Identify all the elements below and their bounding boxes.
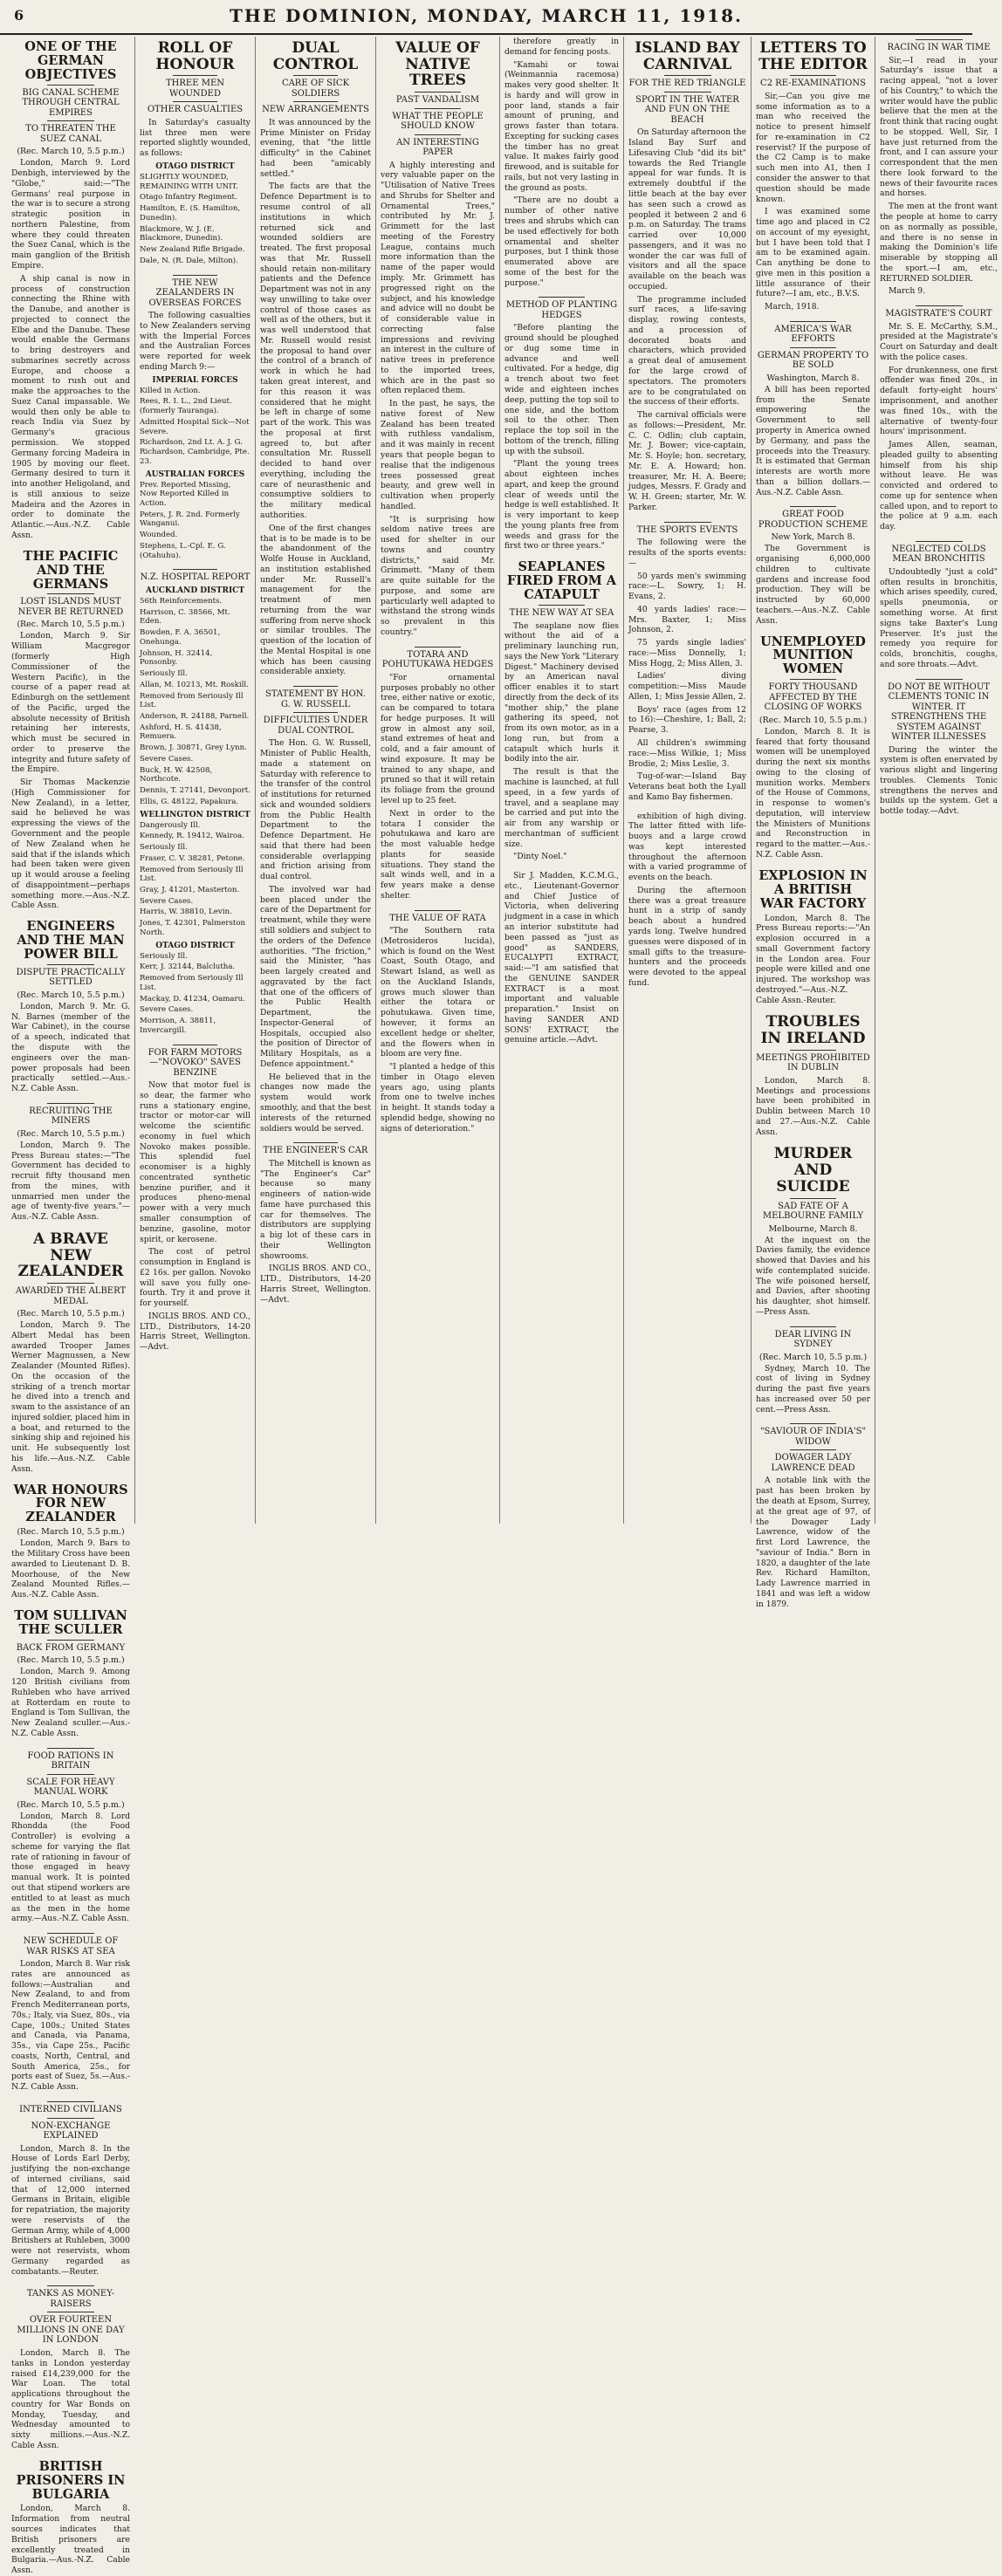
list-item: Prev. Reported Missing, Now Reported Killed in Action. <box>140 480 231 508</box>
list-item: Brown, J. 30871, Grey Lynn. <box>140 743 247 753</box>
list-heading: WELLINGTON DISTRICT <box>140 810 250 819</box>
divider <box>47 1640 94 1641</box>
list-item: Fraser, C. V. 38281, Petone. <box>140 853 245 863</box>
article-subheading: THE NEW WAY AT SEA <box>509 608 614 619</box>
list-item: Removed from Seriously Ill List. <box>140 974 244 992</box>
article-headline: THE PACIFIC AND THE GERMANS <box>23 548 119 592</box>
article-paragraph: London, March 8. Information from neutral sources indicates that British prisoners are excellently treated in Bulgaria.—Aus.-N.Z. Cable Assn. <box>11 2504 130 2576</box>
divider <box>173 275 217 276</box>
article-subheading: NEW ARRANGEMENTS <box>262 105 369 115</box>
divider <box>47 1774 94 1775</box>
article-paragraph: London, March 9. The Albert Medal has been awarded Trooper James Werner Magnussen, a New Zealander (Mounted Rifles). On the occasion of the striking of a trench mortar he dived into a trench and swam to the assistance of an injured soldier, placed him in a boat, and returned to the sinking ship and rejoined his unit. He subsequently lost his life.—Aus.-N.Z. Cable Assn. <box>11 1320 130 1474</box>
divider <box>790 347 835 348</box>
list-item: Severe Cases. <box>140 754 194 764</box>
article-paragraph: Next in order to the totara I consider the pohutukawa and karo are the most valuable hedge plants for seaside situations. They stand the salt winds well, and in a few years make a dense shelter. <box>381 808 495 901</box>
article-headline: ONE OF THE GERMAN OBJECTIVES <box>24 39 117 82</box>
article-subheading: OVER FOURTEEN MILLIONS IN ONE DAY IN LONDON <box>17 2315 125 2346</box>
divider <box>47 120 94 121</box>
article-paragraph: The Mitchell is known as "The Engineer's Car" because so many engineers of nation-wide fame have purchased this car for themselves. The distributors are supplying a big lot of these cars in their Wellington showrooms. <box>260 1158 371 1261</box>
article-dateline: (Rec. March 10, 5.5 p.m.) <box>17 990 125 1000</box>
article-headline: ENGINEERS AND THE MAN POWER BILL <box>17 919 125 962</box>
article <box>381 647 495 901</box>
list-heading: OTAGO DISTRICT <box>155 161 235 171</box>
list-heading: AUCKLAND DISTRICT <box>145 586 245 595</box>
article <box>140 275 250 561</box>
article-paragraph: 75 yards single ladies' race:—Miss Donnelly, 1; Miss Hogg, 2; Miss Allen, 3. <box>628 638 746 668</box>
article-paragraph: therefore greatly in demand for fencing posts. <box>504 37 619 57</box>
divider <box>47 593 94 594</box>
list-item: Johnson, H. 32414, Ponsonby. <box>140 648 213 668</box>
list-item: Buck, H. W. 42508, Northcote. <box>140 765 213 784</box>
article <box>11 40 130 541</box>
divider <box>173 75 217 76</box>
list-item: Dangerously Ill. <box>140 820 201 830</box>
article-dateline: Washington, March 8. <box>766 373 860 383</box>
article-subheading: AMERICA'S WAR EFFORTS <box>774 324 852 345</box>
article-paragraph: Sir,—I read in your Saturday's issue that a racing appeal, "not a lover of his Country," to which the writer would have the public believe that the men at the front think that racing ought to be stopped. Well, Sir, I have just returned from the front, and I can assure your correspondent that the men there look forward to the news of their favourite races and horses. <box>880 55 998 199</box>
article <box>260 686 371 1134</box>
article-paragraph: A notable link with the past has been broken by the death at Epsom, Surrey, at the great age of 97, of the Dowager Lady Lawrence, widow of the first Lord Lawrence, the "saviour of India." Born in 1820, a daughter of the late Rev. Richard Hamilton, Lady Lawrence married in 1841 and was left a widow in 1879. <box>756 1476 870 1609</box>
article <box>504 560 619 862</box>
article-paragraph: "There are no doubt a number of other native trees and shrubs which can be used effectively for both ornamental and shelter purposes, but I think those enumerated above are some of the best for the purpose." <box>504 195 619 288</box>
article-subheading: BIG CANAL SCHEME THROUGH CENTRAL EMPIRES <box>22 87 120 118</box>
list-item: Blackmore, W. J. (E. Blackmore, Dunedin). <box>140 224 223 243</box>
article-headline: SEAPLANES FIRED FROM A CATAPULT <box>506 559 617 603</box>
article-headline: EXPLOSION IN A BRITISH WAR FACTORY <box>758 867 868 911</box>
article <box>140 40 250 266</box>
article <box>880 541 998 670</box>
divider <box>47 1933 94 1934</box>
list-item: Rees, R. I. L., 2nd Lieut. (formerly Tauranga). <box>140 397 232 416</box>
article-paragraph: At the inquest on the Davies family, the evidence showed that Davies and his wife contemplated suicide. The wife poisoned herself, and Davies, after shooting his daughter, shot himself.—Press Assn. <box>756 1235 870 1317</box>
article-paragraph: The facts are that the Defence Department is to resume control of all institutions in which returned sick and wounded soldiers are treated. The first proposal was that Mr. Russell should retain non-military patients and the Defence Department was not in any way unwilling to take over control of those cases as well as of the others, but it was well understood that Mr. Russell would resist the proposal to hand over the control of a branch of work in which he had taken great interest, and for this reason it was considered that he might be left in charge of some part of the work. This was the proposal at first agreed to, but after consultation Mr. Russell decided to hand over everything, including the care of neurasthenic and consumptive soldiers to the military medical authorities. <box>260 182 371 520</box>
column-7 <box>751 37 875 1609</box>
divider <box>916 541 963 542</box>
article-subheading: AWARDED THE ALBERT MEDAL <box>15 1286 127 1306</box>
list-item: Dale, N. (R. Dale, Milton). <box>140 256 238 265</box>
article-paragraph: Tug-of-war:—Island Bay Veterans beat both the Lyall and Kamo Bay fishermen. <box>628 771 746 802</box>
article-paragraph: London, March 8. In the House of Lords Earl Derby, justifying the non-exchange of interned civilians, said that of 12,000 interned Germans in Britain, eligible for repatriation, the majority were reservists of the German Army, while of 4,000 Britishers at Ruhleben, 3000 were not reservists, whom Germany regarded as combatants.—Reuter. <box>11 2143 130 2277</box>
article-paragraph: I was examined some time ago and placed in C2 on account of my eyesight, but I have been told that I am to be examined again. Can anything be done to give men in this position a little assurance of their future?—I am, etc., B.V.S. <box>756 207 870 299</box>
article-subheading: NEW SCHEDULE OF WAR RISKS AT SEA <box>23 1936 119 1956</box>
article <box>756 321 870 497</box>
article-paragraph: The Government is organising 6,000,000 children to cultivate gardens and increase food production. They will be instructed by 60,000 teachers.—Aus.-N.Z. Cable Assn. <box>756 544 870 626</box>
article-subheading: FORTY THOUSAND AFFECTED BY THE CLOSING OF WORKS <box>764 682 862 713</box>
article-subheading: INTERNED CIVILIANS <box>19 2105 122 2115</box>
article <box>11 2285 130 2450</box>
article-headline: A BRAVE NEW ZEALANDER <box>17 1230 124 1281</box>
columns-area <box>7 37 998 2576</box>
article-subheading: SAD FATE OF A MELBOURNE FAMILY <box>762 1201 864 1221</box>
article-subheading: RACING IN WAR TIME <box>887 43 991 52</box>
article-paragraph: The men at the front want the people at home to carry on as normally as possible, and there is no sense in making the Dominion's life miserable by stopping all the sport.—I am, etc., RETURNED SOLDIER. <box>880 202 998 284</box>
article-headline: MURDER AND SUICIDE <box>773 1145 853 1196</box>
article-paragraph: Sir J. Madden, K.C.M.G., etc., Lieutenant-Governor and Chief Justice of Victoria, when delivering judgment in a case in which an interior substitute had been passed as "just as good" as SANDERS, EUCALYPTI EXTRACT, said:—"I am satisfied that the GENUINE SANDER EXTRACT is a most important and valuable preparation." Insist on having SANDER AND SONS' EXTRACT, the genuine article.—Advt. <box>504 871 619 1045</box>
article-paragraph: Now that motor fuel is so dear, the farmer who runs a stationary engine, tractor or motor-car will welcome the scientific economy in fuel which Novoko makes possible. This splendid fuel economiser is a highly concentrated synthetic benzine purifier, and it produces pheno-menal power with a very much smaller consumption of benzine, gasoline, motor spirit, or kerosene. <box>140 1080 250 1244</box>
divider <box>916 305 963 306</box>
article-paragraph: For drunkenness, one first offender was fined 20s., in default forty-eight hours' imprisonment, and another was fined 10s., with the alternative of twenty-four hours' imprisonment. <box>880 365 998 437</box>
list-item: Morrison, A. 38811, Invercargill. <box>140 1017 216 1035</box>
column-3 <box>255 37 375 1524</box>
article <box>260 40 371 677</box>
article-paragraph: INGLIS BROS. AND CO., LTD., Distributors, 14-20 Harris Street, Wellington.—Advt. <box>140 1311 250 1353</box>
list-item: Killed in Action. <box>140 386 201 395</box>
article-paragraph: "For ornamental purposes probably no other tree, either native or exotic, can be compared to totara for hedge purposes. It will grow in almost any soil, stand extremes of heat and cold, and a fair amount of wind exposure. It may be trained to any shape, and pruned so that it will retain its foliage from the ground level up to 25 feet. <box>381 672 495 805</box>
list-item: Anderson, R. 24188, Parnell. <box>140 711 250 721</box>
divider <box>173 569 217 570</box>
article-paragraph: The programme included surf races, a life-saving display, rowing contests, and a procession of decorated boats and characters, which provided a great deal of amusement for the large crowd of spectators. The promoters are to be congratulated on the success of their efforts. <box>628 294 746 408</box>
article <box>756 869 870 1006</box>
article <box>504 297 619 552</box>
paper-title: THE DOMINION, MONDAY, MARCH 11, 1918. <box>229 5 743 26</box>
article <box>504 37 619 288</box>
column-5 <box>499 37 623 1524</box>
list-item: Otago Infantry Regiment. <box>140 193 237 202</box>
article-subheading: THE NEW ZEALANDERS IN OVERSEAS FORCES <box>148 277 242 308</box>
article-paragraph: London, March 8. War risk rates are announced as follows:—Australian and New Zealand, to and from French Mediterranean ports, 70s.; Italy, via Suez, 80s., via Cape, 100s.; United States and Canada, via Panama, 35s., via Cape 25s., Pacific coasts, North, Central, and South America, 25s., for ports east of Suez, 5s.—Aus.-N.Z. Cable Assn. <box>11 1959 130 2093</box>
article-subheading: NEGLECTED COLDS MEAN BRONCHITIS <box>891 544 986 565</box>
article-paragraph: During the afternoon there was a great treasure hunt in a strip of sandy beach about a hundred yards long. Twelve hundred guesses were disposed of in small gifts to the treasure-hunters and the proceeds were devoted to the appeal fund. <box>628 885 746 988</box>
list-item: Removed from Seriously Ill List. <box>140 865 244 884</box>
article-subheading: SPORT IN THE WATER AND FUN ON THE BEACH <box>635 94 739 125</box>
list-item: Kennedy, R. 19412, Wairoa. <box>140 832 244 841</box>
article-dateline: (Rec. March 10, 5.5 p.m.) <box>17 1309 125 1319</box>
article <box>140 1045 250 1353</box>
article-paragraph: London, March 8. The Press Bureau reports:—"An explosion occurred in a small Government factory in the London area. Four people were killed and one injured. The workshop was destroyed."—Aus.-N.Z. Cable Assn.-Reuter. <box>756 913 870 1005</box>
article-headline: ROLL OF HONOUR <box>155 39 235 73</box>
column-1 <box>7 37 134 2576</box>
list-item: Bowden, F. A. 36501, Onehunga. <box>140 628 221 647</box>
list-item: Wounded. <box>140 531 178 540</box>
article-paragraph: Undoubtedly "just a cold" often results in bronchitis, which arises speedily, cured, spells pneumonia, or something worse. At first signs take Baxter's Lung Preserver. It's just the remedy you require for colds, bronchitis, coughs, and sore throats.—Advt. <box>880 566 998 669</box>
divider <box>790 1198 835 1199</box>
article <box>381 40 495 638</box>
article-dateline: (Rec. March 10, 5.5 p.m.) <box>17 620 125 630</box>
article-paragraph: The following were the results of the sports events:— <box>628 538 746 568</box>
article <box>756 506 870 626</box>
list-item: Ashford, H. S. 41438, Remuera. <box>140 723 222 742</box>
article <box>11 550 130 911</box>
list-item: Removed from Seriously Ill List. <box>140 691 244 710</box>
divider <box>47 1283 94 1284</box>
article-paragraph: London, March 8. Meetings and processions have been prohibited in Dublin between March 10 and 27.—Aus.-N.Z. Cable Assn. <box>756 1075 870 1137</box>
article-subheading: TO THREATEN THE SUEZ CANAL <box>25 124 116 144</box>
article-dateline: Melbourne, March 8. <box>768 1223 858 1234</box>
list-item: Mackay, D. 41234, Oamaru. <box>140 994 245 1004</box>
article-paragraph: London, March 9. Sir William Macgregor (formerly High Commissioner of the Western Pacific), in the course of a paper read at Edinburgh on the settlement of the Pacific, urged the absolute necessity of British retaining her interests, which must be secured in order to preserve the integrity and future safety of the Empire. <box>11 631 130 775</box>
article-paragraph: "Before planting the ground should be ploughed or dug some time in advance and well cultivated. For a hedge, dig a trench about two feet wide and eighteen inches deep, putting the top soil to one side, and the bottom soil to the other. Then replace the top soil in the bottom of the trench, filling up with the subsoil. <box>504 323 619 456</box>
article <box>11 2101 130 2277</box>
article-paragraph: A ship canal is now in process of construction connecting the Rhine with the Danube, and another is projected to connect the Elbe and the Danube. These would enable the Germans to bring destroyers and submarines secretly across Europe, and choose a moment to rush out and make the approaches to the Suez Canal impassable. We would then only be able to reach India via Suez by Germany's gracious permission. We stopped Germany forcing Madeira in 1905 by moving our fleet. Germany desired to turn it into another Heligoland, and is still anxious to seize Madeira and the Azores in order to dominate the Atlantic.—Aus.-N.Z. Cable Assn. <box>11 273 130 540</box>
article-subheading: THE SPORTS EVENTS <box>636 524 738 535</box>
list-item: Seriously Ill. <box>140 669 188 679</box>
divider <box>664 522 711 523</box>
article-subheading: PAST VANDALISM <box>395 95 480 106</box>
article <box>11 1609 130 1739</box>
divider <box>790 75 835 76</box>
article-paragraph: 40 yards ladies' race:—Mrs. Baxter, 1; Miss Johnson, 2. <box>628 604 746 635</box>
article <box>11 1933 130 2093</box>
article-paragraph: "I planted a hedge of this timber in Otago eleven years ago, using plants from one to twelve inches in height. It stands today a splendid hedge, showing no signs of deterioration." <box>381 1062 495 1134</box>
article <box>260 1142 371 1305</box>
article-subheading: SCALE FOR HEAVY MANUAL WORK <box>26 1777 115 1798</box>
article-subheading: NON-EXCHANGE EXPLAINED <box>31 2120 111 2141</box>
article-headline: BRITISH PRISONERS IN BULGARIA <box>16 2458 126 2502</box>
list-item: Kerr, J. 32144, Balclutha. <box>140 963 236 972</box>
article-paragraph: exhibition of high diving. The latter fitted with life-buoys and a large crowd was kept interested throughout the afternoon with a varied programme of events on the beach. <box>628 811 746 883</box>
list-item: Dennis, T. 27141, Devonport. <box>140 786 250 796</box>
article-paragraph: London, March 9. Bars to the Military Cross have been awarded to Lieutenant D. B. Moorhouse, of the New Zealand Mounted Rifles.—Aus.-N.Z. Cable Assn. <box>11 1538 130 1600</box>
article-subheading: FOR THE RED TRIANGLE <box>628 79 746 89</box>
divider <box>293 75 338 76</box>
article <box>756 1146 870 1317</box>
article-subheading: OTHER CASUALTIES <box>147 105 244 115</box>
article-headline: ISLAND BAY CARNIVAL <box>635 39 740 73</box>
article-paragraph: The Hon. G. W. Russell, Minister of Public Health, made a statement on Saturday with reference to the transfer of the control of institutions for returned sick and wounded soldiers from the Public Health Department to the Defence Department. He said that there had been considerable overlapping and friction arising from dual control. <box>260 738 371 882</box>
article-dateline: (Rec. March 10, 5.5 p.m.) <box>17 147 125 157</box>
article-paragraph: INGLIS BROS. AND CO., LTD., Distributors, 14-20 Harris Street, Wellington.—Advt. <box>260 1264 371 1305</box>
list-item: Gray, J. 41201, Masterton. <box>140 885 240 894</box>
article-paragraph: It was announced by the Prime Minister on Friday evening, that "the little difficulty" in the Cabinet had been "amicably settled." <box>260 117 371 179</box>
article-paragraph: A highly interesting and very valuable paper on the "Utilisation of Native Trees and Shrubs for Shelter and Ornamental Trees," contributed by Mr. J. Grimmett for the last meeting of the Forestry League, contains much more information than the name of the paper would imply. Mr. Grimmett has progressed right on the subject, and his knowledge and advice will no doubt be of considerable value in correcting false impressions and reviving an interest in the culture of native trees in preference to the imported trees, which are in the past so often replaced them. <box>381 160 495 396</box>
article-paragraph: Mr. S. E. McCarthy, S.M., presided at the Magistrate's Court on Saturday and dealt with the police cases. <box>880 321 998 362</box>
article <box>381 910 495 1134</box>
divider <box>790 321 835 322</box>
list-item: Severe Cases. <box>140 1005 194 1015</box>
article-subheading: STATEMENT BY HON. G. W. RUSSELL <box>265 689 366 709</box>
divider <box>47 964 94 965</box>
article-subheading: TANKS AS MONEY-RAISERS <box>26 2289 115 2309</box>
article-paragraph: March 9. <box>889 286 926 297</box>
article-subheading: BACK FROM GERMANY <box>16 1642 126 1653</box>
article-paragraph: "The Southern rata (Metrosideros lucida), which is found on the West Coast, South Otago, and Stewart Island, as well as on the Auckland Islands, grows much slower than either the totara or pohutukawa. Given time, however, it forms an excellent hedge or shelter, and the flowers when in bloom are very fine. <box>381 926 495 1059</box>
list-heading: OTAGO DISTRICT <box>155 941 235 950</box>
article-dateline: (Rec. March 10, 5.5 p.m.) <box>17 1655 125 1666</box>
article-paragraph: The cost of petrol consumption in England is £2 16s. per gallon. Novoko will save you fully one-fourth. Try it and prove it for yourself. <box>140 1247 250 1309</box>
article-headline: LETTERS TO THE EDITOR <box>758 39 868 73</box>
divider <box>415 134 460 135</box>
divider <box>539 605 584 606</box>
article-paragraph: Boys' race (ages from 12 to 16):—Cheshire, 1; Ball, 2; Pearse, 3. <box>628 704 746 736</box>
article-subheading: THE VALUE OF RATA <box>389 913 486 923</box>
list-item: Stephens, L.-Cpl. E. G. (Otahuhu). <box>140 541 226 560</box>
divider <box>539 297 584 298</box>
article-headline: UNEMPLOYED MUNITION WOMEN <box>760 634 866 677</box>
article-subheading: CARE OF SICK SOLDIERS <box>281 79 350 99</box>
article <box>756 40 870 312</box>
list-heading: IMPERIAL FORCES <box>152 375 238 385</box>
list-item: Hamilton, E. (S. Hamilton, Dunedin). <box>140 204 241 223</box>
article-subheading: TOTARA AND POHUTUKAWA HEDGES <box>381 649 494 670</box>
article-paragraph: Sir Thomas Mackenzie (High Commissioner for New Zealand), in a letter, said he believed he was expressing the views of the Government and the people of New Zealand when he said that if the islands which had been taken were given up it would arouse a feeling of disappointment—perhaps something more.—Aus.-N.Z. Cable Assn. <box>11 778 130 911</box>
article-dateline: (Rec. March 10, 5.5 p.m.) <box>17 1799 125 1810</box>
article <box>880 679 998 817</box>
article-paragraph: "Kamahi or towai (Weinmannia racemosa) makes very good shelter. It is hardy and will grow in poor land, stands a fair amount of pruning, and grows faster than totara. Excepting for sucking cases the timber has no great value. It makes fairly good firewood, and is suitable for rails, but not very lasting in the ground as posts. <box>504 59 619 193</box>
list-item: Admitted Hospital Sick—Not Severe. <box>140 417 250 436</box>
article-paragraph: "Plant the young trees about eighteen inches apart, and keep the ground clear of weeds until the hedge is well established. It is very important to keep the young plants free from weeds and grass for the first two or three years." <box>504 459 619 552</box>
divider <box>415 108 460 109</box>
divider <box>790 506 835 507</box>
article-paragraph: London, March 8. The tanks in London yesterday raised £14,239,000 for the War Loan. The total applications throughout the country for War Bonds on Monday, Tuesday, and Wednesday amounted to sixty millions.—Aus.-N.Z. Cable Assn. <box>11 2347 130 2450</box>
article-subheading: N.Z. HOSPITAL REPORT <box>140 572 250 583</box>
page-number: 6 <box>14 7 24 24</box>
article-subheading: GERMAN PROPERTY TO BE SOLD <box>757 350 869 371</box>
article-headline: DUAL CONTROL <box>272 39 359 73</box>
article <box>11 1231 130 1475</box>
article-paragraph: James Allen, seaman, pleaded guilty to absenting himself from his ship without leave. He was convicted and ordered to come up for sentence when called upon, and to report to the police at 9 a.m. each day. <box>880 440 998 532</box>
article-subheading: THE ENGINEER'S CAR <box>263 1146 368 1156</box>
list-item: New Zealand Rifle Brigade. <box>140 245 245 255</box>
article-subheading: THREE MEN WOUNDED <box>166 79 224 99</box>
article-paragraph: A bill has been reported from the Senate empowering the Government to sell property in America owned by Germany, and pass the proceeds into the Treasury. It is estimated that German interests are worth more than a billion dollars.—Aus.-N.Z. Cable Assn. <box>756 384 870 497</box>
divider <box>790 1326 835 1327</box>
article <box>11 1103 130 1223</box>
article-paragraph: The result is that the machine is launched, at full speed, in a few yards of travel, and a seaplane may be carried and put into the air from any warship or merchantman of sufficient size. <box>504 767 619 849</box>
article-paragraph: London, March 9. The Press Bureau states:—"The Government has decided to recruit fifty thousand men from the mines, with unmarried men under the age of twenty-five years."—Aus.-N.Z. Cable Assn. <box>11 1140 130 1223</box>
list-item: Seriously Ill. <box>140 951 188 961</box>
divider <box>790 679 835 680</box>
article-dateline: (Rec. March 10, 5.5 p.m.) <box>758 1352 868 1362</box>
article-subheading: RECRUITING THE MINERS <box>29 1106 113 1127</box>
article-paragraph: 50 yards men's swimming race:—L. Sowry, 1; H. Evans, 2. <box>628 571 746 602</box>
article-paragraph: The following casualties to New Zealanders serving with the Imperial Forces and the Australian Forces were reported for week ending March 9:— <box>140 311 250 372</box>
article-subheading: DIFFICULTIES UNDER DUAL CONTROL <box>263 716 368 736</box>
list-item: SLIGHTLY WOUNDED, REMAINING WITH UNIT. <box>140 172 238 191</box>
list-item: Ellis, G. 48122, Papakura. <box>140 797 239 806</box>
masthead <box>0 0 972 35</box>
article-paragraph: London, March 9. Mr. G. N. Barnes (member of the War Cabinet), in the course of a speech, indicated that the dispute with the engineers over the man-power proposals had been practically settled.—Aus.-N.Z. Cable Assn. <box>11 1001 130 1094</box>
article-paragraph: Sir,—Can you give me some information as to a man who received the notice to present himself for re-examination in C2 reservist? If the purpose of the C2 Camp is to make such men into A1, then I consider the answer to that question should be made known. <box>756 91 870 204</box>
list-heading: AUSTRALIAN FORCES <box>145 469 245 479</box>
article-paragraph: London, March 9. Lord Denbigh, interviewed by the "Globe," said:—"The Germans' real purpose in the war is to secure a strong strategic position in northern Palestine, from where they could threaten the Suez Canal, which is the main ganglion of the British Empire. <box>11 158 130 271</box>
article-paragraph: "Dinty Noel." <box>513 852 567 862</box>
article-paragraph: The involved war had been placed under the care of the Department for treatment, while they were still soldiers and subject to the orders of the Defence authorities. "The friction," said the Minister, "has been largely created and aggravated by the fact that one of the officers of the Public Health Department, the Inspector-General of Hospitals, occupied also the position of Director of Military Hospitals, as a Defence appointment." <box>260 884 371 1069</box>
divider <box>47 2285 94 2286</box>
article-paragraph: The carnival officials were as follows:—President, Mr. C. C. Odlin; club captain, Mr. J. Bower; vice-captain, Mr. S. Hoyle; hon. secretary, Mr. E. A. Howard; hon. treasurer, Mr. H. A. Beere; judges, Messrs. F. Grady and W. H. Green; starter, Mr. W. Parker. <box>628 410 747 512</box>
article <box>504 871 619 1045</box>
article <box>140 569 250 1035</box>
article-subheading: FOR FARM MOTORS—"NOVOKO" SAVES BENZINE <box>148 1047 243 1078</box>
article <box>756 1014 870 1137</box>
divider <box>916 679 963 680</box>
list-item: Harris, W. 38810, Levin. <box>140 908 232 917</box>
article-paragraph: During the winter the system is often enervated by various slight and lingering troubles. Clements Tonic strengthens the nerves and builds up the system. Get a bottle today.—Advt. <box>880 744 998 817</box>
divider <box>790 1423 835 1424</box>
article-subheading: AN INTERESTING PAPER <box>396 137 479 158</box>
article-paragraph: The seaplane now flies without the aid of a preliminary launching run, says the New York "Literary Digest." Machinery devised by an American naval officer enables it to start directly from the deck of its "mother ship," the plane gathering its speed, not from its own motor, as in a long run, but from a catapult which hurls it bodily into the air. <box>504 620 619 764</box>
article-paragraph: Ladies' diving competition:—Miss Maude Allen, 1; Miss Jessie Allen, 2. <box>628 671 746 702</box>
divider <box>293 712 338 713</box>
divider <box>47 2118 94 2119</box>
article-headline: TROUBLES IN IRELAND <box>760 1013 866 1048</box>
article-paragraph: In the past, he says, the native forest of New Zealand has been treated with ruthless vandalism, and it was mainly in recent years that people began to realise that the indigenous trees possessed great beauty, and grew well in cultivation when properly handled. <box>381 399 495 511</box>
divider <box>293 686 338 687</box>
article-subheading: DISPUTE PRACTICALLY SETTLED <box>16 967 126 988</box>
article-paragraph: Sydney, March 10. The cost of living in Sydney during the past five years has increased over 50 per cent.—Press Assn. <box>756 1363 870 1415</box>
article <box>756 1423 870 1609</box>
list-item: Peters, J. R. 2nd. Formerly Wanganui. <box>140 510 240 529</box>
list-item: Seriously Ill. <box>140 843 188 853</box>
list-item: Jones, T. 42301, Palmerston North. <box>140 919 246 937</box>
article-headline: TOM SULLIVAN THE SCULLER <box>14 1607 127 1637</box>
article-dateline: New York, March 8. <box>771 532 855 543</box>
divider <box>790 1449 835 1450</box>
article <box>11 920 130 1094</box>
article <box>756 635 870 860</box>
article-paragraph: March, 1918. <box>765 302 820 312</box>
article <box>11 1483 130 1600</box>
article-subheading: FOOD RATIONS IN BRITAIN <box>27 1750 114 1771</box>
divider <box>415 910 460 911</box>
divider <box>916 39 963 40</box>
article-subheading: DEAR LIVING IN SYDNEY <box>774 1329 852 1350</box>
article-subheading: LOST ISLANDS MUST NEVER BE RETURNED <box>17 597 124 617</box>
article-subheading: DO NOT BE WITHOUT CLEMENTS TONIC IN WINTER. IT STRENGTHENS THE SYSTEM AGAINST WINTER ILLNESSES <box>888 682 990 743</box>
article-paragraph: All children's swimming race:—Miss Wilkie, 1; Miss Brodie, 2; Miss Leslie, 3. <box>628 737 746 769</box>
divider <box>790 1050 835 1051</box>
article <box>11 2460 130 2576</box>
article-paragraph: In Saturday's casualty list three men were reported slightly wounded, as follows: <box>140 117 250 159</box>
article-subheading: METHOD OF PLANTING HEDGES <box>505 300 618 320</box>
article <box>880 305 998 532</box>
divider <box>47 2101 94 2102</box>
article-paragraph: London, March 8. It is feared that forty thousand women will be unemployed during the next six months owing to the closing of munition works. Members of the House of Commons, in response to women's deputation, will interview the Ministers of Munitions and Reconstruction in regard to the matter.—Aus.-N.Z. Cable Assn. <box>756 726 870 860</box>
article-subheading: WHAT THE PEOPLE SHOULD KNOW <box>392 111 484 132</box>
article-dateline: (Rec. March 10, 5.5 p.m.) <box>17 1527 125 1538</box>
article-subheading: DOWAGER LADY LAWRENCE DEAD <box>771 1453 855 1473</box>
divider <box>293 101 338 102</box>
divider <box>664 75 711 76</box>
article-subheading: GREAT FOOD PRODUCTION SCHEME <box>758 510 868 530</box>
article <box>628 522 746 803</box>
list-item: 56th Reinforcements. <box>140 596 223 606</box>
divider <box>293 1142 338 1143</box>
article-dateline: (Rec. March 10, 5.5 p.m.) <box>17 1128 125 1139</box>
article-paragraph: London, March 8. Lord Rhondda (the Food Controller) is evolving a scheme for varying the flat rate of rationing in favour of those engaged in heavy manual work. It is pointed out that stipend workers are entitled to at least as much as the men in the home army.—Aus.-N.Z. Cable Assn. <box>11 1811 130 1924</box>
list-item: Harrison, C. 38566, Mt. Eden. <box>140 607 230 627</box>
article <box>880 39 998 297</box>
article <box>756 1326 870 1415</box>
divider <box>47 1103 94 1104</box>
divider <box>47 85 94 86</box>
article-subheading: MEETINGS PROHIBITED IN DUBLIN <box>756 1052 870 1073</box>
list-item: Richardson, 2nd Lt. A. J. G. Richardson, Cambridge, Pte. 23. <box>140 438 250 466</box>
article-paragraph: "It is surprising how seldom native trees are used for shelter in our towns and country districts," said Mr. Grimmett. "Many of them are quite suitable for the purpose, and some are particularly well adapted to withstand the strong winds so prevalent in this country." <box>381 514 495 638</box>
article-subheading: MAGISTRATE'S COURT <box>885 309 992 319</box>
article-dateline: (Rec. March 10, 5.5 p.m.) <box>758 715 868 725</box>
divider <box>47 1748 94 1749</box>
article-paragraph: London, March 9. Among 120 British civilians from Ruhleben who have arrived at Rotterdam en route to England is Tom Sullivan, the New Zealand sculler.—Aus.-N.Z. Cable Assn. <box>11 1667 130 1738</box>
article-subheading: C2 RE-EXAMINATIONS <box>760 79 866 89</box>
list-item: Allan, M. 10213, Mt. Roskill. <box>140 680 249 689</box>
column-6 <box>623 37 751 1524</box>
column-2 <box>134 37 255 1524</box>
article-paragraph: One of the first changes that is to be made is to be the abandonment of the Wolfe House in Auckland, an institution established under Mr. Russell's management for the treatment of men returning from the war suffering from nerve shock or similar troubles. The question of the location of the Mental Hospital is one which has been causing considerable anxiety. <box>260 523 371 677</box>
article <box>628 40 746 513</box>
article-headline: VALUE OF NATIVE TREES <box>395 39 480 90</box>
article-headline: WAR HONOURS FOR NEW ZEALANDER <box>13 1482 128 1525</box>
article <box>628 812 746 989</box>
article-subheading: "SAVIOUR OF INDIA'S" WIDOW <box>759 1427 867 1447</box>
list-item: Severe Cases. <box>140 896 194 906</box>
divider <box>173 101 217 102</box>
article-paragraph: On Saturday afternoon the Island Bay Surf and Lifesaving Club "did its bit" towards the Red Triangle appeal for war funds. It is extremely doubtful if the little beach at the bay ever has seen such a crowd as peopled it between 2 and 6 p.m. on Saturday. The trams carried over 10,000 passengers, and it was no wonder the car was full of visitors and all the space available on the beach was occupied. <box>628 127 746 291</box>
article-paragraph: He believed that in the changes now made the system would work smoothly, and that the best interests of the returned soldiers would be served. <box>260 1072 371 1134</box>
article <box>11 1748 130 1924</box>
column-8 <box>875 37 1002 1524</box>
column-4 <box>375 37 499 1524</box>
